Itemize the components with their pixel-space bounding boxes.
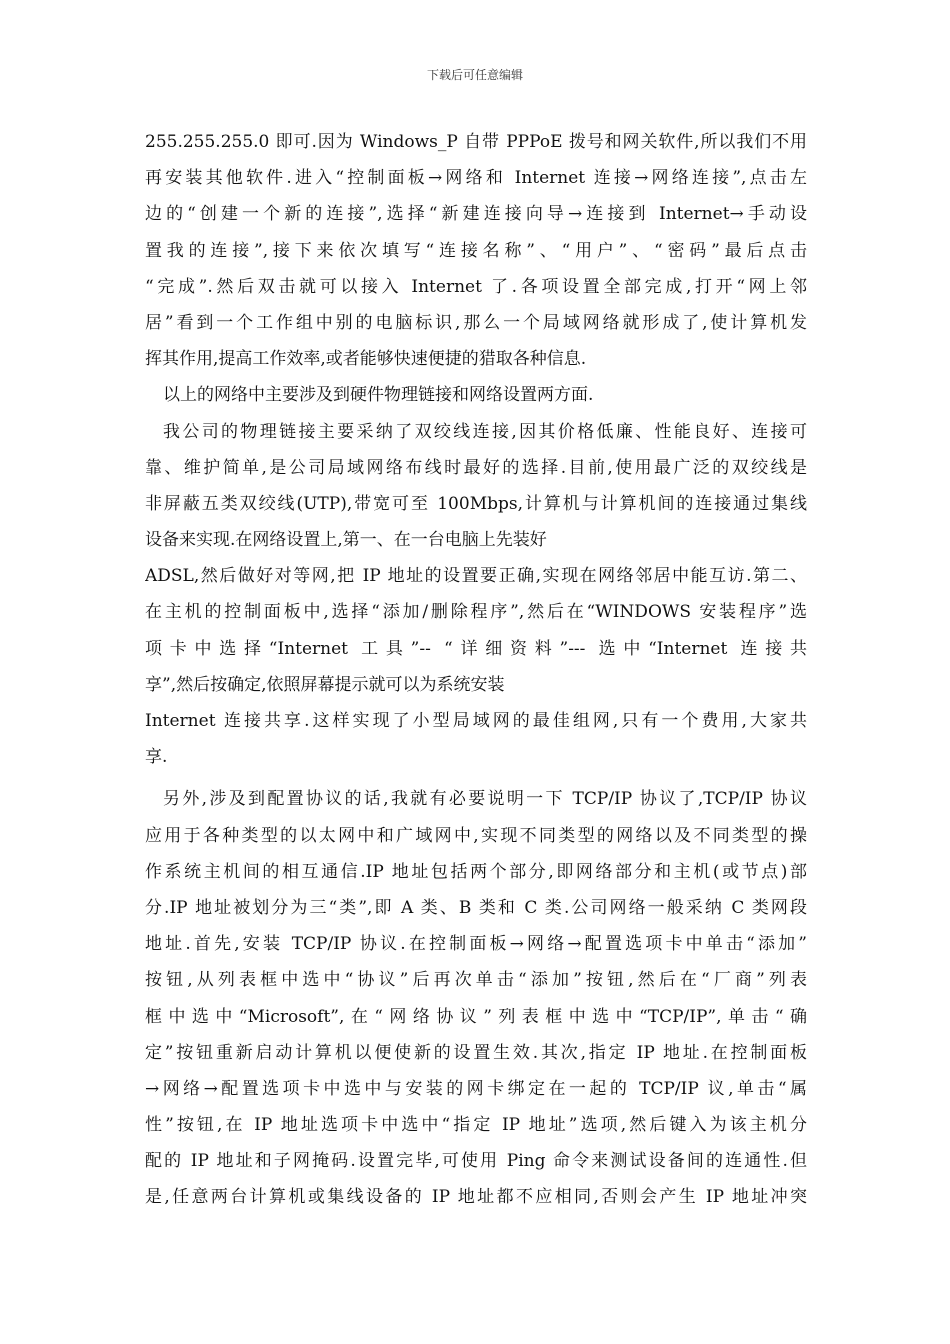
text-line: 居”看到一个工作组中别的电脑标识,那么一个局域网络就形成了,使计算机发 — [145, 312, 807, 333]
text-line: →网络→配置选项卡中选中与安装的网卡绑定在一起的 TCP/IP 议,单击“属 — [145, 1078, 807, 1099]
text-line: 项卡中选择“Internet 工具”-- “详细资料”--- 选中“Internet 连接共 — [145, 638, 807, 659]
text-line: 性”按钮,在 IP 地址选项卡中选中“指定 IP 地址”选项,然后键入为该主机分 — [145, 1115, 807, 1136]
text-line: 享. — [145, 747, 168, 768]
text-line: 是,任意两台计算机或集线设备的 IP 地址都不应相同,否则会产生 IP 地址冲突 — [145, 1187, 807, 1208]
text-line: 另外,涉及到配置协议的话,我就有必要说明一下 TCP/IP 协议了,TCP/IP 协议 — [163, 789, 807, 810]
text-line: 分.IP 地址被划分为三“类”,即 A 类、B 类和 C 类.公司网络一般采纳 C 类网段 — [145, 897, 807, 918]
text-line: 255.255.255.0 即可.因为 Windows_P 自带 PPPoE 拨号和网关软件,所以我们不用 — [145, 132, 807, 152]
text-line: 定”按钮重新启动计算机以便使新的设置生效.其次,指定 IP 地址.在控制面板 — [145, 1042, 807, 1063]
text-line: 置我的连接”,接下来依次填写“连接名称”、“用户”、“密码”最后点击 — [145, 240, 807, 261]
text-line: 在主机的控制面板中,选择“添加/删除程序”,然后在“WINDOWS 安装程序”选 — [145, 602, 807, 623]
text-line: 地址.首先,安装 TCP/IP 协议.在控制面板→网络→配置选项卡中单击“添加” — [145, 934, 807, 955]
document-body — [145, 124, 807, 1216]
text-line: 设备来实现.在网络设置上,第一、在一台电脑上先装好 — [145, 530, 547, 551]
text-line: “完成”.然后双击就可以接入 Internet 了.各项设置全部完成,打开“网上邻 — [145, 276, 807, 297]
text-line: 框中选中“Microsoft”,在“网络协议”列表框中选中“TCP/IP”,单击“确 — [145, 1006, 807, 1027]
text-line: 边的“创建一个新的连接”,选择“新建连接向导→连接到 Internet→手动设 — [145, 204, 807, 225]
text-line: ADSL,然后做好对等网,把 IP 地址的设置要正确,实现在网络邻居中能互访.第二、 — [145, 566, 807, 587]
text-line: 以上的网络中主要涉及到硬件物理链接和网络设置两方面. — [163, 385, 594, 406]
text-line: 作系统主机间的相互通信.IP 地址包括两个部分,即网络部分和主机(或节点)部 — [145, 861, 807, 882]
page-header: 下载后可任意编辑 — [426, 68, 523, 82]
text-line: 应用于各种类型的以太网中和广域网中,实现不同类型的网络以及不同类型的操 — [145, 825, 807, 846]
text-line: 享”,然后按确定,依照屏幕提示就可以为系统安装 — [145, 674, 505, 695]
text-line: 按钮,从列表框中选中“协议”后再次单击“添加”按钮,然后在“厂商”列表 — [145, 970, 807, 991]
text-line: 我公司的物理链接主要采纳了双绞线连接,因其价格低廉、性能良好、连接可 — [163, 421, 807, 442]
text-line: 挥其作用,提高工作效率,或者能够快速便捷的猎取各种信息. — [145, 349, 587, 370]
text-line: Internet 连接共享.这样实现了小型局域网的最佳组网,只有一个费用,大家共 — [145, 711, 807, 731]
text-line: 再安装其他软件.进入“控制面板→网络和 Internet 连接→网络连接”,点击左 — [145, 168, 807, 189]
text-line: 非屏蔽五类双绞线(UTP),带宽可至 100Mbps,计算机与计算机间的连接通过集线 — [145, 493, 807, 514]
text-line: 靠、维护简单,是公司局域网络布线时最好的选择.目前,使用最广泛的双绞线是 — [145, 457, 807, 478]
text-line: 配的 IP 地址和子网掩码.设置完毕,可使用 Ping 命令来测试设备间的连通性.但 — [145, 1151, 807, 1172]
